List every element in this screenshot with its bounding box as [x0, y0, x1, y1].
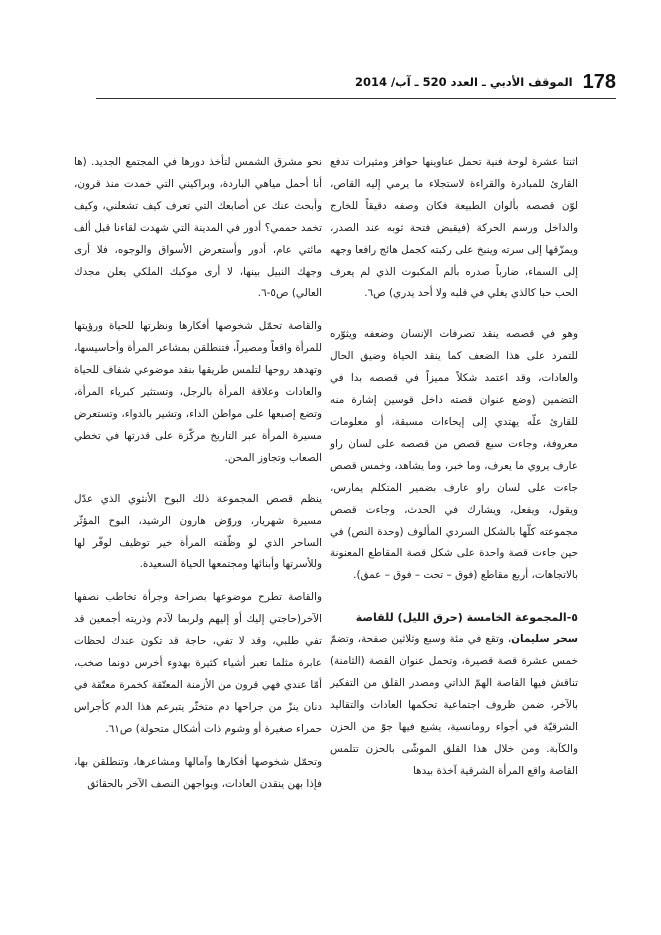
section-heading	[330, 607, 578, 629]
header-rule	[96, 98, 616, 99]
paragraph: اثنتا عشرة لوحة فنية تحمل عناوينها حوافز ومثيرات تدفع القارئ للمبادرة والقراءة لاستجلاء ما يرمي إليه القاص، لوّن قصصه بألوان الطبيعة فكان وصفه دقيقاً للخارج والداخل ورسم الحركة (فيقبض فتحة ثوبه عند الصدر، ويمزّقها إلى سرته وينبخ على ركبته كجمل هائج رافعا وجهه إلى السماء، ضارباً صدره بألم المكبوت الذي لم يعرف الحب حبا كالذي يغلي في قلبه ولا أحد يدري) ص٦.	[330, 156, 578, 300]
paragraph: وتحمّل شخوصها أفكارها وآمالها ومشاعرها، وتنطلقن بها، فإذا بهن ينقدن العادات، ويواجهن النصف الآخر بالحقائق	[74, 755, 322, 790]
page-number: 178	[582, 70, 616, 93]
paragraph-text: ، وتقع في مئة وسبع وثلاثين صفحة، وتضمّ خمس عشرة قصة قصيرة، وتحمل عنوان القصة (الثامنة) تناقش فيها القاصة الهمّ الذاتي ومصدر القلق من التفكير بالآخر، ضمن ظروف اجتماعية تحكمها العادات والتقاليد الشرقيّة في أجواء رومانسية، يشيع فيها جوّ من الحزن والكآبة. ومن خلال هذا القلق الموشّى بالحزن تتلمس القاصة واقع المرأة الشرقية آخذة بيدها	[330, 633, 578, 777]
right-column	[330, 152, 578, 782]
heading-number: ٥-	[566, 611, 578, 625]
section-heading-block	[330, 607, 578, 782]
paragraph: وهو في قصصه ينقد تصرفات الإنسان وضعفه ويثوّره للتمرد على هذا الضعف كما ينقد الحياة وضيق الحال والعادات، وقد اعتمد شكلاً مميزاً في قصصه بدا في التضمين (وضع عنوان قصته داخل قوسين إشارة منه للقارئ علّه يهتدي إلى إيحاءات مسبقة، أو معلومات معروفة، وجاءت سبع قصص من قصصه على لسان راو عارف يروي ما يعرف، وما خبر، وما يشاهد، وخمس قصص جاءت على لسان راو عارف بضمير المتكلم يمارس، ويقول، ويفعل، ويشارك في الحدث، وجاءت قصص مجموعته كلّها بالشكل السردي المألوف (وحدة النص) في حين جاءت قصة واحدة على شكل قصة المقاطع المعنونة بالاتجاهات، أربع مقاطع (فوق – تحت – فوق – عمق).	[330, 328, 578, 582]
paragraph: والقاصة تحمّل شخوصها أفكارها ونظرتها للحياة ورؤيتها للمرأة واقعاً ومصيراً، فتنطلقن بمشاعر المرأة وأحاسيسها، وتهدهد روحها لتلمس طريقها بنقد موضوعي شفاف للحياة والعادات وعلاقة المرأة بالرجل، وتستثير كبرياء المرأة، وتضع إصبعها على مواطن الداء، وتشير بالدواء، وتستعرض مسيرة المرأة عبر التاريخ مركّزة على قدرتها في تخطي الصعاب وتجاوز المحن.	[74, 320, 322, 464]
author-name: سحر سليمان	[511, 633, 578, 646]
paragraph	[330, 629, 578, 782]
paragraph: والقاصة تطرح موضوعها بصراحة وجرأة تخاطب نصفها الآخر(حاجتي إليك أو إليهم ولربما لآدم وذريته أجمعين قد تفي طلبي، وقد لا تفي، حاجة قد تكون عندك لحظات عابرة مثلما تعبر أشياء كثيرة بهدوء أخرس دونما صخب، أمّا عندي فهي قرون من الأزمنة المعتّقة كخمرة معتّقة في دنان ينزّ من جراحها دم متخثّر يتبرعم هذا الدم كأجراس حمراء صغيرة أو وشوم ذات أشكال متحولة) ص٦١.	[74, 591, 322, 735]
page-header	[96, 68, 616, 96]
running-title: الموقف الأدبي ـ العدد 520 ـ آب/ 2014	[354, 75, 573, 89]
heading-text: المجموعة الخامسة (حرق الليل) للقاصة	[355, 611, 567, 625]
paragraph: نحو مشرق الشمس لتأخذ دورها في المجتمع الجديد. (ها أنا أحمل مياهي الباردة، وبراكيني التي خمدت منذ قرون، وأبحث عنك عن أصابعك التي تعرف كيف تشعلني، وكيف تخمد حممي؟ أدور في المدينة التي شهدت لقاءنا قبل ألف مائتي عام، أدور وأستعرض الأسواق والوجوه، فلا أرى وجهك النبيل بينها، لا أرى موكبك الملكي يعلن مجدك العالي) ص٥-٦.	[74, 156, 322, 300]
left-column	[74, 152, 322, 795]
paragraph: ينظم قصص المجموعة ذلك البوح الأنثوي الذي عدّل مسيرة شهريار، وروّض هارون الرشيد، البوح المؤثّر الساحر الذي لو وظّفته المرأة خير توظيف لوفّر لها وللأسرتها وأبنائها ومجتمعها الحياة السعيدة.	[74, 492, 322, 571]
